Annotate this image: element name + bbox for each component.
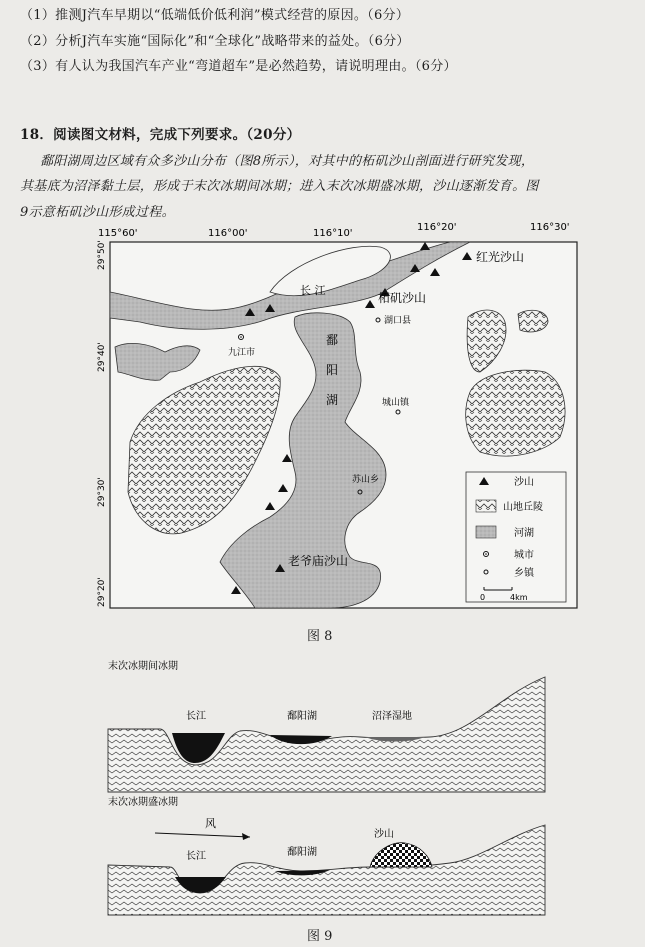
figure-8-map bbox=[0, 222, 645, 622]
label-sushan: 苏山乡 bbox=[352, 475, 380, 485]
label-changjiang: 长 江 bbox=[300, 284, 326, 297]
legend-hill-icon bbox=[476, 500, 496, 512]
top-label-changjiang: 长江 bbox=[186, 711, 206, 722]
legend-town: 乡镇 bbox=[514, 568, 534, 579]
scale-km: 4km bbox=[510, 593, 528, 602]
label-poyang-1: 鄱 bbox=[326, 333, 339, 347]
top-profile-title: 末次冰期间冰期 bbox=[108, 661, 178, 672]
label-jiujiang: 九江市 bbox=[228, 348, 256, 358]
label-chengshan: 城山镇 bbox=[382, 398, 410, 408]
wind-label: 风 bbox=[205, 817, 216, 830]
legend-city: 城市 bbox=[514, 550, 534, 561]
lon-label-0: 115°60' bbox=[98, 228, 138, 239]
legend-lake-icon bbox=[476, 526, 496, 538]
scale-zero: 0 bbox=[480, 593, 486, 602]
question-2: （2）分析J汽车实施“国际化”和“全球化”战略带来的益处。（6分） bbox=[20, 34, 410, 49]
bottom-label-sandhill: 沙山 bbox=[374, 829, 394, 840]
legend-lake: 河湖 bbox=[514, 528, 534, 539]
q18-text-line1: 鄱阳湖周边区域有众多沙山分布（图8所示），对其中的柘矶沙山剖面进行研究发现， bbox=[40, 154, 535, 169]
lat-label-0: 29°50' bbox=[97, 240, 107, 270]
lon-label-4: 116°30' bbox=[530, 222, 570, 233]
label-hongguang: 红光沙山 bbox=[476, 250, 525, 264]
lon-label-3: 116°20' bbox=[417, 222, 457, 233]
legend-hill: 山地丘陵 bbox=[503, 502, 543, 513]
label-laoyemiao: 老爷庙沙山 bbox=[288, 554, 349, 568]
label-zheji: 柘矶沙山 bbox=[378, 291, 427, 305]
map-legend bbox=[466, 472, 566, 602]
bottom-profile-title: 末次冰期盛冰期 bbox=[108, 797, 178, 808]
top-label-poyang: 鄱阳湖 bbox=[287, 711, 317, 722]
wind-arrowhead-icon bbox=[242, 833, 250, 840]
eastern-hill-2 bbox=[518, 310, 548, 332]
eastern-hill-3 bbox=[466, 370, 565, 456]
lat-label-2: 29°30' bbox=[97, 477, 107, 507]
figure-9-caption: 图 9 bbox=[307, 929, 333, 944]
question-18-title: 18．阅读图文材料，完成下列要求。（20分） bbox=[20, 127, 301, 143]
wind-arrow bbox=[155, 833, 250, 837]
bottom-label-changjiang: 长江 bbox=[186, 851, 206, 862]
lat-label-1: 29°40' bbox=[97, 342, 107, 372]
bottom-label-poyang: 鄱阳湖 bbox=[287, 847, 317, 858]
bottom-ground bbox=[108, 825, 545, 915]
label-hukou: 湖口县 bbox=[384, 316, 412, 326]
figure-8-caption: 图 8 bbox=[307, 629, 333, 644]
question-3: （3）有人认为我国汽车产业“弯道超车”是必然趋势，请说明理由。（6分） bbox=[20, 59, 457, 74]
q18-text-line2: 其基底为沼泽黏土层，形成于末次冰期间冰期；进入末次冰期盛冰期，沙山逐渐发育。图 bbox=[20, 179, 539, 194]
question-1: （1）推测J汽车早期以“低端低价低利润”模式经营的原因。（6分） bbox=[20, 8, 410, 23]
label-poyang-2: 阳 bbox=[326, 363, 339, 377]
lon-label-1: 116°00' bbox=[208, 228, 248, 239]
lon-label-2: 116°10' bbox=[313, 228, 353, 239]
bottom-sand-hill bbox=[370, 843, 432, 867]
figure-9-profiles bbox=[0, 655, 645, 920]
q18-text-line3: 9示意柘矶沙山形成过程。 bbox=[20, 205, 175, 220]
label-poyang-3: 湖 bbox=[326, 393, 339, 407]
top-label-marsh: 沼泽湿地 bbox=[372, 711, 412, 722]
lat-label-3: 29°20' bbox=[97, 577, 107, 607]
legend-sand: 沙山 bbox=[514, 477, 534, 488]
